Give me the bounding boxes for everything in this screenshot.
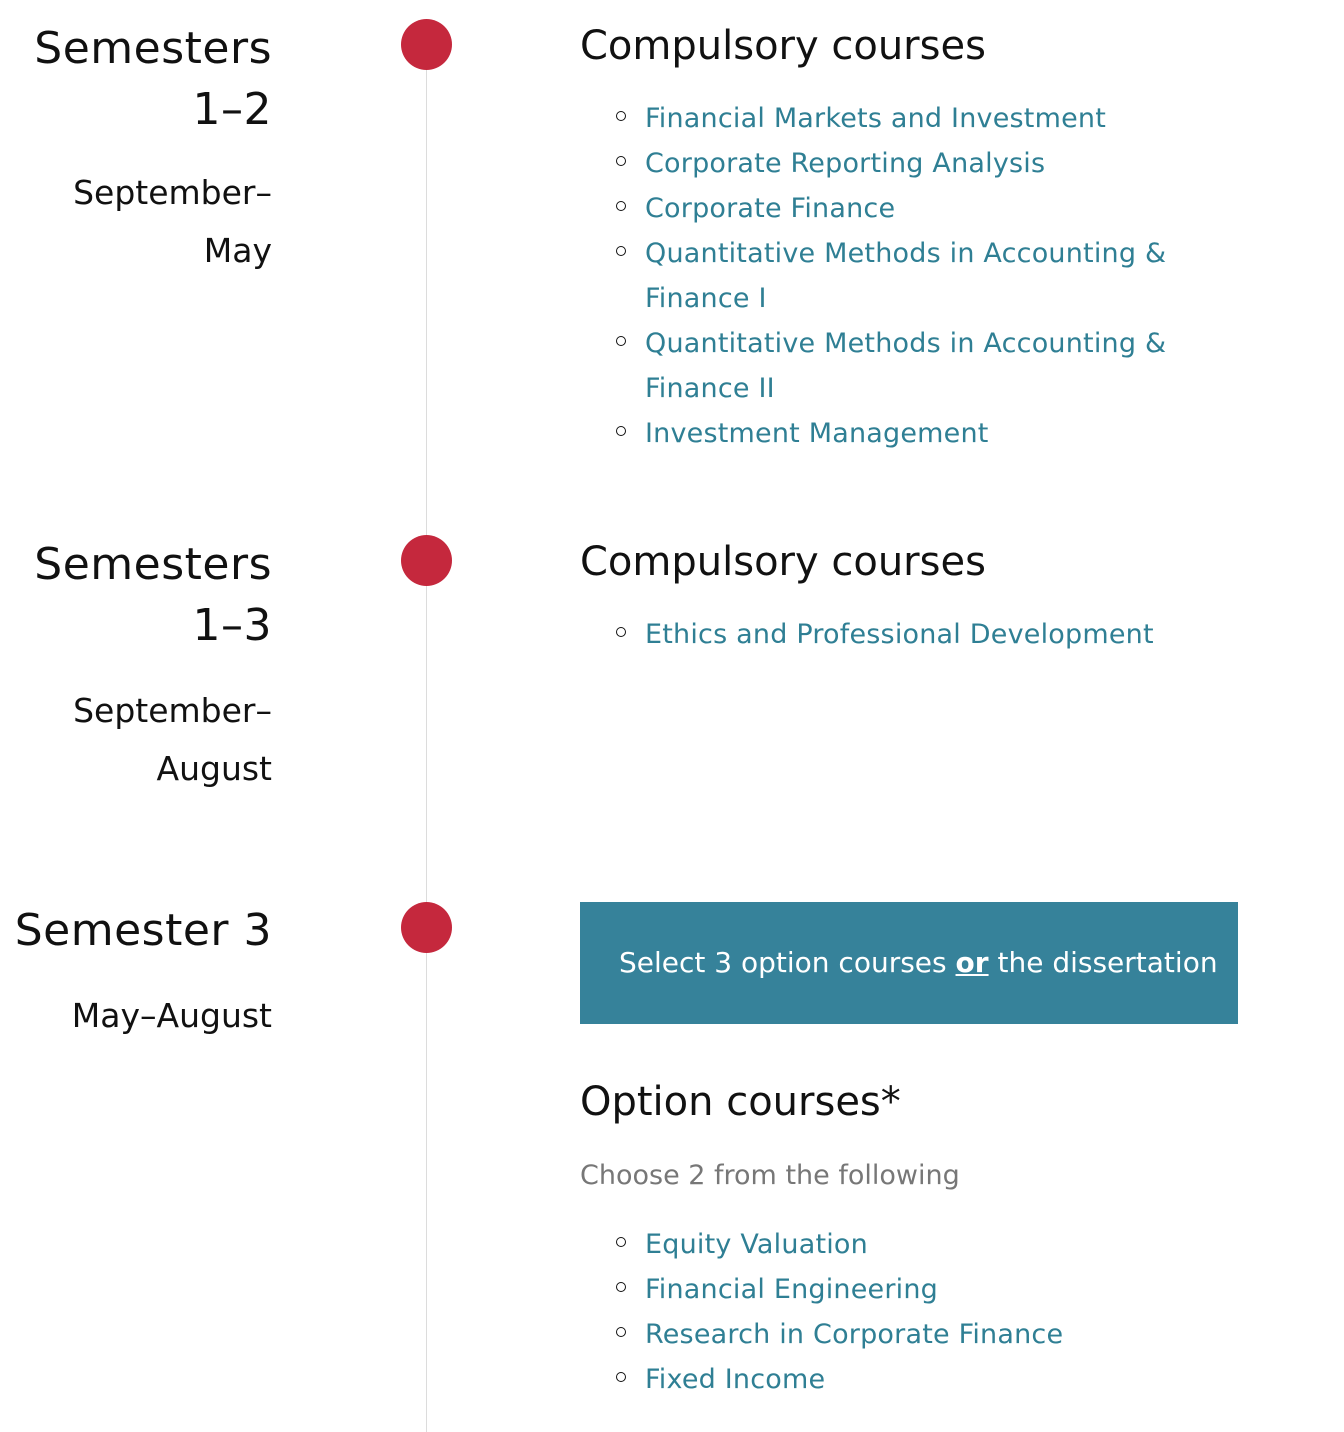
course-link[interactable]: Equity Valuation: [645, 1229, 868, 1260]
semester-title-line: 1–2: [192, 84, 272, 135]
circle-bullet-icon: [616, 1327, 626, 1337]
semester-label-1-2: [0, 18, 272, 280]
list-item: [580, 411, 1240, 456]
timeline-dot: [401, 902, 452, 953]
semester-label-3: [0, 900, 272, 1045]
course-list: [580, 96, 1240, 456]
course-link[interactable]: Corporate Reporting Analysis: [645, 148, 1046, 179]
semester-months: [0, 164, 272, 280]
list-item: [580, 321, 1240, 411]
circle-bullet-icon: [616, 1372, 626, 1382]
semester-label-1-3: [0, 534, 272, 798]
circle-bullet-icon: [616, 1237, 626, 1247]
semester-title: [0, 900, 272, 961]
course-list: [580, 1222, 1240, 1402]
section-content-3: [580, 1076, 1240, 1402]
course-link[interactable]: Financial Engineering: [645, 1274, 939, 1305]
circle-bullet-icon: [616, 246, 626, 256]
circle-bullet-icon: [616, 201, 626, 211]
course-link[interactable]: Fixed Income: [645, 1364, 826, 1395]
course-link[interactable]: Quantitative Methods in Accounting & Finance I: [645, 238, 1167, 314]
circle-bullet-icon: [616, 1282, 626, 1292]
semester-months-line: May: [203, 231, 272, 270]
timeline-dot: [401, 535, 452, 586]
course-link[interactable]: Quantitative Methods in Accounting & Finance II: [645, 328, 1167, 404]
list-item: [580, 186, 1240, 231]
banner-text-suffix: the dissertation: [988, 946, 1218, 979]
semester-title-line: Semesters: [34, 23, 272, 74]
semester-title: [0, 534, 272, 656]
circle-bullet-icon: [616, 111, 626, 121]
semester-title-line: Semester 3: [14, 905, 272, 956]
section-heading: Compulsory courses: [580, 539, 986, 585]
section-content-1-2: [580, 20, 1240, 456]
course-list: [580, 612, 1240, 657]
banner-text-prefix: Select 3 option courses: [619, 946, 956, 979]
semester-title: [0, 18, 272, 140]
circle-bullet-icon: [616, 156, 626, 166]
course-link[interactable]: Financial Markets and Investment: [645, 103, 1106, 134]
section-heading: Compulsory courses: [580, 23, 986, 69]
semester-title-line: Semesters: [34, 539, 272, 590]
semester-months: [0, 987, 272, 1045]
list-item: [580, 612, 1240, 657]
circle-bullet-icon: [616, 336, 626, 346]
circle-bullet-icon: [616, 627, 626, 637]
banner-text-emphasis: or: [955, 946, 989, 979]
semester-months-line: September–: [73, 173, 272, 212]
semester-months-line: August: [156, 749, 272, 788]
course-link[interactable]: Ethics and Professional Development: [645, 619, 1154, 650]
section-heading: Option courses*: [580, 1079, 901, 1125]
course-link[interactable]: Corporate Finance: [645, 193, 896, 224]
list-item: [580, 1312, 1240, 1357]
semester-months-line: May–August: [71, 996, 272, 1035]
section-content-1-3: [580, 536, 1240, 657]
selection-rule-banner: [580, 902, 1238, 1024]
circle-bullet-icon: [616, 426, 626, 436]
semester-months: [0, 682, 272, 798]
list-item: [580, 231, 1240, 321]
list-item: [580, 1267, 1240, 1312]
list-item: [580, 96, 1240, 141]
choose-instruction: Choose 2 from the following: [580, 1160, 960, 1191]
course-link[interactable]: Research in Corporate Finance: [645, 1319, 1064, 1350]
course-link[interactable]: Investment Management: [645, 418, 989, 449]
list-item: [580, 141, 1240, 186]
timeline-line: [426, 44, 427, 1432]
timeline-dot: [401, 19, 452, 70]
list-item: [580, 1222, 1240, 1267]
semester-months-line: September–: [73, 691, 272, 730]
semester-title-line: 1–3: [192, 600, 272, 651]
list-item: [580, 1357, 1240, 1402]
